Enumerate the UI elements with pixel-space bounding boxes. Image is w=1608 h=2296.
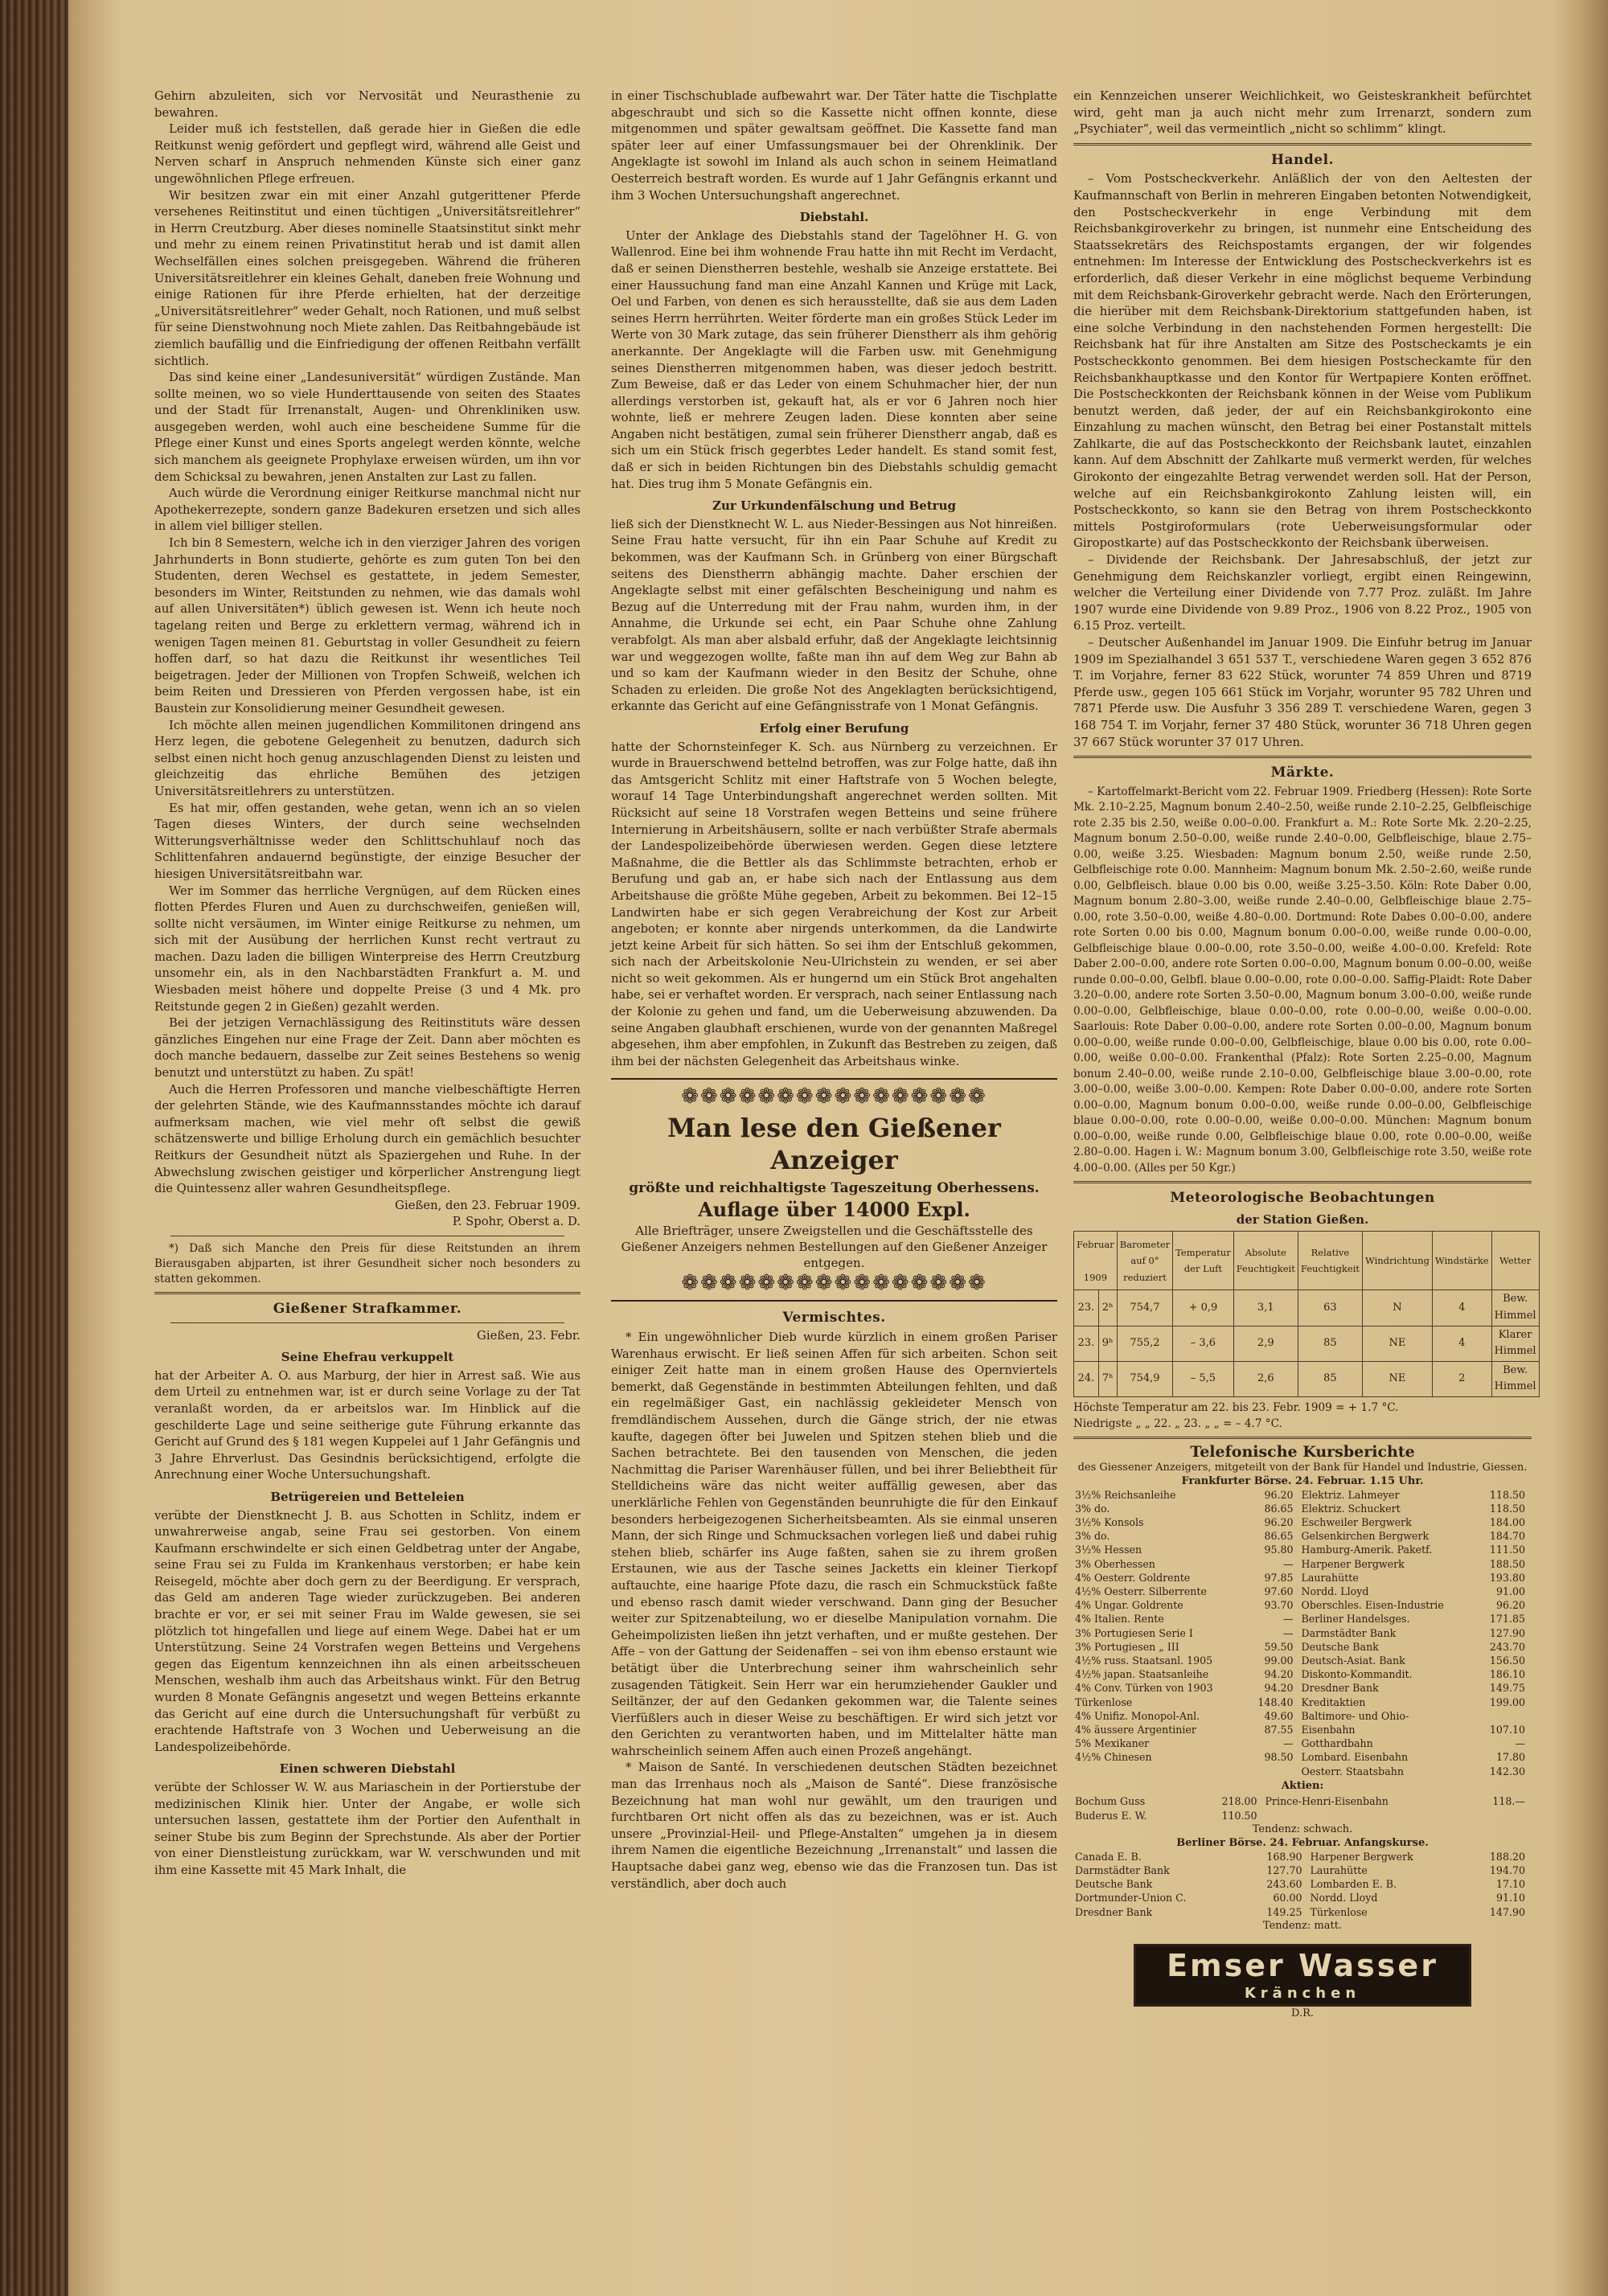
kurs-row	[1073, 1891, 1532, 1904]
kurs-security-name: Buderus E. W.	[1075, 1809, 1147, 1822]
article-text: Auch die Herren Professoren und manche vielbeschäftigte Herren der gelehrten Stände, wie des Kaufmannsstandes möchte ich darauf aufmerksam machen, wie viel mehr oft selbst die gewiß schätzenswerte und billige Erholung durch ein gemächlich besuchter Reitkurs der Gesundheit nützt als Spaziergehen und Ruhe. In der Abwechslung zwischen geistiger und körperlicher Anstrengung liegt die Quintessenz aller wahren Gesundheitspflege.	[154, 1082, 580, 1196]
kurs-row	[1073, 1709, 1532, 1723]
kurs-row	[1073, 1809, 1532, 1822]
kurs-row	[1073, 1502, 1532, 1515]
kurs-value: 97.85	[1264, 1571, 1294, 1584]
weather-row	[1074, 1326, 1540, 1361]
weather-cell: 3,1	[1233, 1290, 1298, 1326]
subheading: Einen schweren Diebstahl	[279, 1761, 456, 1777]
kurs-security-name: Elektriz. Lahmeyer	[1301, 1488, 1400, 1501]
kurs-security-name: Baltimore- und Ohio-	[1301, 1709, 1409, 1722]
kurs-security-name: Gelsenkirchen Bergwerk	[1301, 1530, 1430, 1543]
kurs-value: 118.50	[1489, 1488, 1525, 1501]
kurs-row	[1073, 1557, 1532, 1571]
kurs-row	[1073, 1765, 1532, 1778]
kurs-security-name: Türkenlose	[1075, 1695, 1133, 1708]
weather-cell: 85	[1298, 1361, 1362, 1396]
kurs-security-name: Lombard. Eisenbahn	[1301, 1751, 1409, 1764]
article-text: hat der Arbeiter A. O. aus Marburg, der hier in Arrest saß. Wie aus dem Urteil zu entnehmen war, ist er durch seine Vorlage zu der Tat veranlaßt worden, da er arbeitslos war. Im Hinblick auf die geschilderte Lage und seine seitherige gute Führung erkannte das Gericht auf Grund des § 181 wegen Kuppelei auf 1 Jahr Gefängnis und 3 Jahre Ehrverlust. Das Gesindnis berücksichtigend, erfolgte die Anrechnung einer Woche Untersuchungshaft.	[154, 1368, 580, 1482]
article-text: hatte der Schornsteinfeger K. Sch. aus Nürnberg zu verzeichnen. Er wurde in Brauerschwend bettelnd betroffen, was zur Folge hatte, daß ihn das Amtsgericht Schlitz mit einer Haftstrafe von 5 Wochen belegte, worauf 14 Tage Unterbindungshaft angerechnet werden sollten. Mit Rücksicht auf seine 18 Vorstrafen wegen Betteins und seine frühere Internierung in Arbeitshäusern, sollte er nach verbüßter Strafe abermals der Landespolizeibehörde überwiesen werden. Gegen diese letztere Maßnahme, die die Bettler als das Schlimmste betrachten, erhob er Berufung und gab an, er habe sich nach der Entlassung aus dem Arbeitshause die größte Mühe gegeben, Arbeit zu bekommen. Bei 12–15 Landwirten habe er sich gegen Verabreichung der Kost zur Arbeit angeboten; er konnte aber nirgends unterkommen, da die Landwirte jetzt keine Arbeit für sich hätten. So sei ihm der Entschluß gekommen, sich nach der Arbeitskolonie Neu-Ulrichstein zu wenden, er sei aber nicht so weit gekommen. Als er hungernd um ein Stück Brot angehalten habe, sei er verhaftet worden. Er versprach, nach seiner Entlassung nach der Kolonie zu gehen und fand, um die Ueberweisung abzuwenden. Da seine Angaben glaubhaft erschienen, wurde von der genannten Maßregel abgesehen, ihm aber empfohlen, in Zukunft das Bestreben zu zeigen, daß ihm bei der nächsten Gelegenheit das Arbeitshaus winke.	[611, 740, 1057, 1068]
article-text: in einer Tischschublade aufbewahrt war. Der Täter hatte die Tischplatte abgeschraubt und sich so die Kassette nicht offnen konnte, diese mitgenommen und später gewaltsam geöffnet. Die Kassette fand man später leer auf einer Umfassungsmauer bei der Ohrenklinik. Der Angeklagte ist sowohl im Inland als auch schon in seinem Heimatland Oesterreich bestraft worden. Es wurde auf 1 Jahr Gefängnis erkannt und ihm 3 Wochen Untersuchungshaft angerechnet.	[611, 89, 1057, 203]
article-text: Auch würde die Verordnung einiger Reitkurse manchmal nicht nur Apothekerrezepte, sondern ganze Badekuren ersetzen und sich alles in allem viel billiger stellen.	[154, 486, 580, 534]
kurs-value: 86.65	[1264, 1530, 1294, 1543]
weather-cell: 4	[1432, 1326, 1491, 1361]
ad-subline: größte und reichhaltigste Tageszeitung Oberhessens.	[629, 1180, 1040, 1197]
weather-cell: NE	[1362, 1326, 1432, 1361]
weather-cell: 755,2	[1117, 1326, 1172, 1361]
weather-title: Meteorologische Beobachtungen	[1170, 1190, 1435, 1207]
weather-max-temp: Höchste Temperatur am 22. bis 23. Febr. 1909 = + 1.7 °C.	[1073, 1401, 1399, 1414]
column-2	[611, 88, 1057, 2259]
kurs-value: 168.90	[1266, 1850, 1302, 1863]
kurs-security-name: 4% Conv. Türken von 1903	[1075, 1682, 1213, 1695]
weather-cell: – 5,5	[1173, 1361, 1234, 1396]
subheading: Betrügereien und Betteleien	[270, 1489, 465, 1504]
kurs-value: 199.00	[1489, 1695, 1525, 1708]
article-text: verübte der Dienstknecht J. B. aus Schotten in Schlitz, indem er unwahrerweise angab, seine Frau sei gestorben. Von einem Kaufmann erschwindelte er sich einen Geldbetrag unter der Angabe, seine Frau sei zu Fulda im Krankenhaus verstorben; er habe kein Reisegeld, möchte aber doch gern zu der Beerdigung. Er versprach, das Geld am anderen Tage wieder zurückzugeben. Bei anderen brachte er vor, er sei mit seiner Frau im Walde gewesen, sie sei plötzlich tot hingefallen und liege auf einem Wege. Dabei hat er um Unterstützung. Seine 24 Vorstrafen wegen Betteins und Vergehens gegen das Eigentum kennzeichnen ihn als einen arbeitsscheuen Menschen, weshalb ihm auch das Arbeitshaus winkt. Für den Betrug wurden 8 Monate Gefängnis angesetzt und wegen Betteins erkannte das Gericht auf eine durch die Untersuchungshaft für verbüßt zu erachtende Haftstrafe von 3 Wochen und Ueberweisung an die Landespolizeibehörde.	[154, 1508, 580, 1754]
kurs-security-name: Oesterr. Staatsbahn	[1301, 1765, 1404, 1777]
kurs-value: 118.50	[1489, 1502, 1525, 1515]
market-report: – Kartoffelmarkt-Bericht vom 22. Februar 1909. Friedberg (Hessen): Rote Sorte Mk. 2.10–2.25, Magnum bonum 2.40–2.50, weiße runde 2.10–2.25, Gelbfleischige rote 2.35 bis 2.50, weiße 0.00–0.00. Frankfurt a. M.: Rote Sorte Mk. 2.20–2.25, Magnum bonum 2.50–0.00, weiße runde 2.40–0.00, Gelbfleischige, blaue 2.75–0.00, weiße 3.25. Wiesbaden: Magnum bonum 2.50, weiße runde 2.50, Gelbfleischige rote 0.00. Mannheim: Magnum bonum Mk. 2.50–2.60, weiße runde 0.00, Gelbfleisch. blaue 0.00 bis 0.00, weiße 3.25–3.50. Köln: Rote Daber 0.00, Magnum bonum 2.80–3.00, weiße runde 2.40–0.00, Gelbfleischige blaue 2.75–0.00, rote 3.50–0.00, weiße 4.80–0.00. Dortmund: Rote Dabes 0.00–0.00, andere rote Sorten 0.00 bis 0.00, Magnum bonum 0.00–0.00, weiße runde 0.00–0.00, Gelbfleischige blaue 0.00–0.00, rote 3.50–0.00, weiße 4.00–0.00. Krefeld: Rote Daber 2.00–0.00, andere rote Sorten 0.00–0.00, Magnum bonum 0.00–0.00, weiße runde 0.00–0.00, Gelbfl. blaue 0.00–0.00, rote 0.00–0.00. Saffig-Plaidt: Rote Daber 3.20–0.00, andere rote Sorten 3.50–0.00, Magnum bonum 3.00–0.00, weiße runde 0.00–0.00, Gelbfleischige, blaue 0.00–0.00, rote 0.00–0.00, weiße 0.00–0.00. Saarlouis: Rote Daber 0.00–0.00, andere rote Sorten 0.00–0.00, Magnum bonum 0.00–0.00, weiße runde 0.00–0.00, Gelbfleischige, blaue 0.00 bis 0.00, rote 0.00–0.00, weiße 0.00–0.00. Frankenthal (Pfalz): Rote Sorten 2.25–0.00, Magnum bonum 2.40–0.00, weiße runde 2.10–0.00, Gelbfleischige blaue 3.00–0.00, rote 3.00–0.00, weiße 3.00–0.00. Kempen: Rote Daber 0.00–0.00, andere rote Sorten 0.00–0.00, Magnum bonum 0.00–0.00, weiße runde 0.00–0.00, Gelbfleischige blaue 0.00–0.00, rote 0.00–0.00, weiße 0.00–0.00. München: Magnum bonum 0.00–0.00, weiße runde 0.00, Gelbfleischige blaue 0.00, rote 0.00–0.00, weiße 2.80–0.00. Hagen i. W.: Magnum bonum 3.00, Gelbfleischige rote 3.50, weiße rote 4.00–0.00. (Alles per 50 Kgr.)	[1073, 785, 1532, 1175]
kurs-row	[1073, 1723, 1532, 1736]
kurs-security-name: Harpener Bergwerk	[1301, 1557, 1405, 1570]
subheading: Erfolg einer Berufung	[759, 720, 909, 736]
kurs-security-name: Eisenbahn	[1301, 1724, 1356, 1736]
kurs-value: 193.80	[1489, 1571, 1525, 1584]
section-heading: Märkte.	[1270, 765, 1335, 781]
kurs-value: 218.00	[1221, 1795, 1257, 1808]
weather-cell: 23.	[1074, 1326, 1099, 1361]
kurs-row	[1073, 1863, 1532, 1877]
kurs-security-name: 3% Portugiesen „ III	[1075, 1640, 1179, 1653]
section-heading: Vermischtes.	[782, 1310, 886, 1326]
weather-row	[1074, 1361, 1540, 1396]
kurs-value: 98.50	[1264, 1751, 1294, 1764]
kurs-subtitle: des Giessener Anzeigers, mitgeteilt von der Bank für Handel und Industrie, Giessen.	[1077, 1461, 1528, 1474]
kurs-value: 147.90	[1489, 1905, 1525, 1918]
subheading: Zur Urkundenfälschung und Betrug	[712, 498, 956, 514]
weather-cell: 754,7	[1117, 1290, 1172, 1326]
kurs-frankfurt-heading: Frankfurter Börse. 24. Februar. 1.15 Uhr.	[1181, 1474, 1424, 1487]
kurs-row	[1073, 1612, 1532, 1626]
kurs-value: —	[1282, 1626, 1294, 1639]
kurs-aktien-label: Aktien:	[1281, 1779, 1324, 1792]
kurs-value: 149.25	[1266, 1905, 1302, 1918]
weather-cell: N	[1362, 1290, 1432, 1326]
kurs-value: —	[1515, 1737, 1525, 1750]
weather-year: 1909	[1083, 1271, 1108, 1283]
weather-col-header: Relative Feuchtigkeit	[1298, 1232, 1362, 1290]
kurs-value: 107.10	[1489, 1724, 1525, 1736]
weather-cell: + 0,9	[1173, 1290, 1234, 1326]
kurs-security-name: 4% Italien. Rente	[1075, 1613, 1164, 1626]
kurs-security-name: Dortmunder-Union C.	[1075, 1892, 1187, 1904]
kurs-security-name: 4½% russ. Staatsanl. 1905	[1075, 1654, 1213, 1667]
kurs-security-name: Diskonto-Kommandit.	[1301, 1668, 1413, 1681]
kurs-value: 149.75	[1489, 1682, 1525, 1695]
kurs-security-name: 4½% japan. Staatsanleihe	[1075, 1668, 1209, 1681]
kurs-security-name: Nordd. Lloyd	[1301, 1585, 1369, 1598]
weather-cell: 754,9	[1117, 1361, 1172, 1396]
kurs-value: —	[1282, 1737, 1294, 1750]
kurs-value: 99.00	[1264, 1654, 1294, 1667]
kurs-value: 95.80	[1264, 1544, 1294, 1556]
kurs-value: 184.00	[1489, 1516, 1525, 1528]
divider	[1073, 1437, 1532, 1439]
advertisement-giessener-anzeiger	[611, 1078, 1057, 1302]
article-text: * Maison de Santé. In verschiedenen deutschen Städten bezeichnet man das Irrenhaus noch als „Maison de Santé“. Diese französische Bezeichnung hat man wohl nur gewählt, um den traurigen und furchtbaren Ort nicht offen als das zu bezeichnen, was er ist. Auch unsere „Provinzial-Heil- und Pflege-Anstalten“ umgehen ja in diesem ihrem Namen die eigentliche Bezeichnung „Irrenanstalt“ und lassen die Hauptsache dabei ganz weg, ebenso wie das die Franzosen tun. Das ist verständlich, aber doch auch	[611, 1761, 1057, 1891]
kurs-security-name: Laurahütte	[1310, 1864, 1368, 1877]
divider	[1073, 143, 1532, 146]
weather-cell: NE	[1362, 1361, 1432, 1396]
kurs-value: 171.85	[1489, 1613, 1525, 1626]
kurs-value: 93.70	[1264, 1599, 1294, 1612]
kurs-value: —	[1282, 1613, 1294, 1626]
kurs-value: 96.20	[1264, 1488, 1294, 1501]
kurs-row	[1073, 1626, 1532, 1640]
kurs-value: 127.90	[1489, 1626, 1525, 1639]
column-1	[154, 88, 580, 2259]
article-text: ein Kennzeichen unserer Weichlichkeit, wo Geisteskrankheit befürchtet wird, geht man ja auch nicht mehr zum Irrenarzt, sondern zum „Psychiater“, weil das vermeintlich „nicht so schlimm“ klingt.	[1073, 89, 1532, 137]
kurs-row	[1073, 1667, 1532, 1681]
kurs-security-name	[1264, 1809, 1466, 1822]
weather-cell: – 3,6	[1173, 1326, 1234, 1361]
kurs-row	[1073, 1529, 1532, 1543]
kurs-security-name: 3½% Konsols	[1075, 1516, 1144, 1528]
kurs-security-name: Nordd. Lloyd	[1310, 1892, 1378, 1904]
emser-mark: D.R.	[1290, 2007, 1314, 2019]
weather-cell: Klarer Himmel	[1491, 1326, 1539, 1361]
kurs-security-name: 3% do.	[1075, 1530, 1110, 1543]
kurs-security-name: Dresdner Bank	[1075, 1905, 1153, 1918]
weather-row	[1074, 1290, 1540, 1326]
article-text: Gehirn abzuleiten, sich vor Nervosität und Neurasthenie zu bewahren.	[154, 89, 580, 120]
kurs-security-name: 5% Mexikaner	[1075, 1737, 1150, 1750]
kurs-value: 87.55	[1264, 1724, 1294, 1736]
footnote: *) Daß sich Manche den Preis für diese Reitstunden an ihrem Bierausgaben abjparten, ist ihrer Gesundheit sicher noch besonders zu statten gekommen.	[154, 1241, 580, 1285]
kurs-row	[1073, 1640, 1532, 1654]
kurs-value: 17.10	[1495, 1878, 1525, 1891]
kurs-value: 142.30	[1489, 1765, 1525, 1777]
divider	[1073, 1181, 1532, 1183]
kurs-row	[1073, 1736, 1532, 1750]
weather-cell: 4	[1432, 1290, 1491, 1326]
kurs-value: 148.40	[1257, 1695, 1294, 1708]
kurs-security-name: 3% do.	[1075, 1502, 1110, 1515]
divider	[170, 1322, 564, 1323]
kurs-security-name: 3½% Reichsanleihe	[1075, 1488, 1176, 1501]
article-text: Es hat mir, offen gestanden, wehe getan, wenn ich an so vielen Tagen dieses Winters, der durch seine wechselnden Witterungsverhältnisse weder den Schlittschuhlauf noch das Schlittenfahren andauernd begünstigte, der einzige Besucher der hiesigen Universitätsreitbahn war.	[154, 801, 580, 881]
article-text: – Vom Postscheckverkehr. Anläßlich der von den Aeltesten der Kaufmannschaft von Berlin in mehreren Eingaben betonten Notwendigkeit, den Postscheckverkehr in enge Verbindung mit dem Reichsbankgiroverkehr zu bringen, ist nunmehr eine Entscheidung des Staatssekretärs des Reichspostamts ergangen, der wir folgendes entnehmen: Im Interesse der Entwicklung des Postscheckverkehrs ist es erforderlich, daß dieser Verkehr in eine möglichst bequeme Verbindung mit dem Reichsbank-Giroverkehr gebracht werde. Nach den Erörterungen, die hierüber mit dem Reichsbank-Direktorium stattgefunden haben, ist eine solche Verbindung in den nachstehenden Formen hergestellt: Die Reichsbank hat für ihre Anstalten am Sitze des Postscheckamts je ein Postscheckkonto genommen. Bei dem hiesigen Postscheckamte für den Reichsbankhauptkasse und den Kontor für Wertpapiere Konten eröffnet. Die Postscheckkonten der Reichsbank können in der Weise vom Publikum benutzt werden, daß jeder, der auf ein Reichsbankgirokonto eine Einzahlung zu machen wünscht, den Betrag bei einer Postanstalt mittels Zahlkarte, die auf das Postscheckkonto der Reichsbank lautet, einzahlen kann. Auf dem Abschnitt der Zahlkarte muß vermerkt werden, für welches Girokonto der eingezahlte Betrag verwendet werden soll. Hat der Person, welche auf ein Reichsbankgirokonto Zahlung leisten will, ein Postscheckkonto, so kann sie den Betrag von ihrem Postscheckkonto mittels Postgiroformulars (rote Ueberweisungsformular oder Giropostkarte) auf das Postscheckkonto der Reichsbank überweisen.	[1073, 172, 1532, 551]
book-spine	[0, 0, 68, 2296]
kurs-security-name	[1073, 1765, 1246, 1778]
kurs-security-name: Gotthardbahn	[1301, 1737, 1373, 1750]
kurs-security-name: 4% Oesterr. Goldrente	[1075, 1571, 1191, 1584]
kurs-value: 17.80	[1495, 1751, 1525, 1764]
kurs-value: 188.20	[1489, 1850, 1525, 1863]
kurs-row	[1073, 1488, 1532, 1502]
kurs-security-name: Deutsche Bank	[1075, 1878, 1153, 1891]
article-text: – Dividende der Reichsbank. Der Jahresabschluß, der jetzt zur Genehmigung dem Reichskanzler vorliegt, ergibt einen Reingewinn, welcher die Verteilung einer Dividende von 7.77 Proz. zuläßt. Im Jahre 1907 wurde eine Dividende von 9.89 Proz., 1906 von 8.22 Proz., 1905 von 6.15 Proz. verteilt.	[1073, 553, 1532, 633]
kurs-security-name: 4% äussere Argentinier	[1075, 1724, 1196, 1736]
article-text: Wir besitzen zwar ein mit einer Anzahl gutgerittener Pferde versehenes Reitinstitut und einen tüchtigen „Universitätsreitlehrer“ in Herrn Creutzburg. Aber dieses nominelle Staatsinstitut sinkt mehr und mehr zu einem reinen Privatinstitut herab und ist damit allen Wechselfällen eines solchen preisgegeben. Während die früheren Universitätsreitlehrer ein kleines Gehalt, daneben freie Wohnung und einige Rationen für ihre Pferde erhielten, hat der derzeitige „Universitätsreitlehrer“ weder Gehalt, noch Rationen, und muß selbst für seine Dienstwohnung noch Miete zahlen. Das Reitbahngebäude ist ziemlich baufällig und die Einfriedigung der offenen Reitbahn verfällt sichtlich.	[154, 188, 580, 368]
kurs-aktien-table	[1073, 1794, 1532, 1822]
weather-cell: 7ʰ	[1098, 1361, 1117, 1396]
weather-col-header: Temperatur der Luft	[1173, 1232, 1234, 1290]
kurs-value: —	[1282, 1557, 1294, 1570]
kurs-value	[1246, 1765, 1299, 1778]
kurs-security-name: Hamburg-Amerik. Paketf.	[1301, 1544, 1433, 1556]
weather-cell: 24.	[1074, 1361, 1099, 1396]
kurs-tendenz: Tendenz: schwach.	[1252, 1822, 1353, 1835]
article-text: Bei der jetzigen Vernachlässigung des Reitinstituts wäre dessen gänzliches Eingehen nur eine Frage der Zeit. Dann aber möchten es doch manche bedauern, dasselbe zur Zeit seines Bestehens so wenig benutzt und unterstützt zu haben. Zu spät!	[154, 1016, 580, 1080]
kurs-row	[1073, 1515, 1532, 1529]
weather-cell: 23.	[1074, 1290, 1099, 1326]
kurs-tendenz: Tendenz: matt.	[1262, 1919, 1343, 1932]
kurs-security-name: Prince-Henri-Eisenbahn	[1265, 1795, 1389, 1808]
kurs-value: 243.70	[1489, 1640, 1525, 1653]
article-text: verübte der Schlosser W. W. aus Mariaschein in der Portierstube der medizinischen Klinik hier. Unter der Angabe, er wolle sich untersuchen lassen, gestattete ihm der Portier den Aufenthalt in seiner Stube bis zum Beginn der Sprechstunde. Als aber der Portier von einer Dienstleistung zurückkam, war W. verschwunden und mit ihm eine Kassette mit 45 Mark Inhalt, die	[154, 1781, 580, 1877]
column-3	[1073, 88, 1536, 2259]
kurs-value: 184.70	[1489, 1530, 1525, 1543]
kurs-security-name: Harpener Bergwerk	[1310, 1850, 1413, 1863]
kurs-security-name: Dresdner Bank	[1301, 1682, 1379, 1695]
kurs-value: 127.70	[1266, 1864, 1302, 1877]
kurs-row	[1073, 1598, 1532, 1612]
weather-table	[1073, 1231, 1540, 1397]
kurs-row	[1073, 1585, 1532, 1598]
section-heading: Handel.	[1270, 151, 1335, 168]
weather-cell: Bew. Himmel	[1491, 1361, 1539, 1396]
article-text: Wer im Sommer das herrliche Vergnügen, auf dem Rücken eines flotten Pferdes Fluren und Auen zu durchschweifen, genießen will, sollte nicht versäumen, im Winter einige Reitkurse zu nehmen, um sich mit der Ausübung der herrlichen Kunst recht vertraut zu machen. Dazu laden die billigen Winterpreise des Herrn Creutzburg unsomehr ein, als in den Nachbarstädten Frankfurt a. M. und Wiesbaden meist höhere und doppelte Preise (3 und 4 Mk. pro Reitstunde gegen 2 in Gießen) gezahlt werden.	[154, 884, 580, 1014]
kurs-security-name: Eschweiler Bergwerk	[1301, 1516, 1412, 1528]
kurs-security-name: Canada E. B.	[1075, 1850, 1142, 1863]
weather-col-header: Wetter	[1491, 1232, 1539, 1290]
kurs-security-name: Deutsche Bank	[1301, 1640, 1379, 1653]
kurs-value: 59.50	[1264, 1640, 1294, 1653]
ad-headline: Man lese den Gießener Anzeiger	[667, 1113, 1001, 1176]
article-text: Ich bin 8 Semestern, welche ich in den vierziger Jahren des vorigen Jahrhunderts in Bonn studierte, gehörte es zum guten Ton bei den Studenten, deren Wechsel es gestattete, in jedem Semester, besonders im Winter, Reitstunden zu nehmen, wie das damals wohl auf allen Universitäten*) üblich gewesen ist. Wenn ich heute noch tagelang reiten und Berge zu erklettern vermag, während ich in wenigen Tagen meinen 81. Geburtstag in voller Gesundheit zu feiern hoffen darf, so hat dazu die Reitkunst ihr wesentliches Teil beigetragen. Jeder der Millionen von Tropfen Schweiß, welchen ich beim Reiten und Dressieren von Pferden vergossen habe, ist ein Baustein zur Konsolidierung meiner Gesundheit gewesen.	[154, 536, 580, 715]
kurs-frankfurt-table	[1073, 1488, 1532, 1778]
kurs-value: 60.00	[1273, 1892, 1302, 1904]
article-text: * Ein ungewöhnlicher Dieb wurde kürzlich in einem großen Pariser Warenhaus erwischt. Er ließ seinen Affen für sich arbeiten. Schon seit einiger Zeit hatte man in einem großen Hause des Opernviertels bemerkt, daß Gegenstände in bestimmten Abteilungen fehlten, und daß ein regelmäßiger Gast, ein nachlässig gekleideter Mensch von fremdländischem Aussehen, durch die Gänge strich, der nie etwas kaufte, dagegen öfter bei Juwelen und Spitzen stehen blieb und die Sachen betrachtete. Bei den tausenden von Menschen, die jeden Nachmittag die Pariser Warenhäuser füllen, und bei ihrer Beliebtheit für Stelldicheins wäre das nicht weiter auffällig gewesen, aber das unerklärliche Fehlen von Gegenständen beunruhigte die für den Einkauf besonders herbeigezogenen Sicherheitsbeamten. Als sie einmal unseren Mann, der sich Ringe und Schmucksachen vorlegen ließ und dabei ruhig stehen blieb, schärfer ins Auge faßten, sahen sie zu ihrem großen Erstaunen, wie aus der Tasche seines Jacketts ein kleiner Tierkopf auftauchte, eine haarige Pfote dazu, die rasch ein Schmuckstück faßte und ebenso rasch damit wieder verschwand. Dann ging der Besucher weiter zur Spitzenabteilung, wo er dieselbe Manipulation vornahm. Die Geheimpolizisten ließen ihn jetzt verhaften, und er mußte gestehen. Der Affe – von der Gattung der Seidenaffen – sei von ihm ebenso erstaunt wie betätigt über die Unterbrechung seiner ihm wahrscheinlich sehr zusagenden Tätigkeit. Sein Herr war ein herumziehender Gaukler und Seiltänzer, der auf den Gedanken gekommen war, die Talente seines Vierfüßlers auch in dieser Weise zu beschäftigen. Er wird sich jetzt vor den Gerichten zu verantworten haben, und im Mittelalter hätte man wahrscheinlich seinem Affen auch einen Prozeß angehängt.	[611, 1330, 1057, 1758]
kurs-value: 49.60	[1264, 1709, 1294, 1722]
weather-min-temp: Niedrigste „ „ 22. „ 23. „ „ = – 4.7 °C.	[1073, 1417, 1282, 1430]
kurs-value: 118.—	[1492, 1795, 1525, 1808]
kurs-security-name: Berliner Handelsges.	[1301, 1613, 1410, 1626]
kurs-security-name: 4½% Oesterr. Silberrente	[1075, 1585, 1207, 1598]
kurs-security-name: Lombarden E. B.	[1310, 1878, 1397, 1891]
article-text: Das sind keine einer „Landesuniversität“ würdigen Zustände. Man sollte meinen, wo so viele Hunderttausende von seiten des Staates und der Stadt für Irrenanstalt, Augen- und Ohrenkliniken usw. ausgegeben werden, wohl auch eine bescheidene Summe für die Pflege einer Kunst und eines Sports angelegt werden könnte, welche sich manchem als geeignete Prophylaxe erweisen würden, um ihn vor dem Schicksal zu bewahren, jenen Anstalten zur Last zu fallen.	[154, 371, 580, 484]
kurs-value	[1466, 1809, 1532, 1822]
weather-col-header: Barometer auf 0° reduziert	[1117, 1232, 1172, 1290]
article-text: – Deutscher Außenhandel im Januar 1909. Die Einfuhr betrug im Januar 1909 im Spezialhandel 3 651 537 T., verschiedene Waren gegen 3 652 876 T. im Vorjahre, ferner 83 622 Stück, worunter 74 859 Uhren und 8719 Pferde usw., gegen 105 661 Stück im Vorjahr, worunter 95 782 Uhren und 7871 Pferde usw. Die Ausfuhr 3 356 289 T. verschiedene Waren, gegen 3 168 754 T. im Vorjahr, ferner 37 480 Stück, worunter 36 718 Uhren gegen 37 667 Stück worunter 37 017 Uhren.	[1073, 636, 1532, 749]
subheading: Seine Ehefrau verkuppelt	[281, 1350, 454, 1365]
weather-month: Februar	[1077, 1238, 1114, 1250]
emser-line-1: Emser Wasser	[1167, 1947, 1438, 1983]
emser-line-2: Kränchen	[1244, 1984, 1361, 2002]
kurs-security-name: Bochum Guss	[1075, 1795, 1146, 1808]
weather-col-header: Windrichtung	[1362, 1232, 1432, 1290]
kurs-berlin-heading: Berliner Börse. 24. Februar. Anfangskurse.	[1176, 1836, 1429, 1849]
kurs-value: 91.10	[1495, 1892, 1525, 1904]
article-text: ließ sich der Dienstknecht W. L. aus Nieder-Bessingen aus Not hinreißen. Seine Frau hatte versucht, für ihn ein Paar Schuhe auf Kredit zu bekommen, was der Kaufmann Sch. in Grünberg von einer Bürgschaft seitens des Dienstherrn abhängig machte. Daher erschien der Angeklagte selbst mit einer gefälschten Bescheinigung und nahm es Bezug auf die Unterredung mit der Frau nahm, wurden ihm, in der Annahme, die Urkunde sei echt, ein Paar Schuhe ohne Zahlung verabfolgt. Als man aber alsbald erfuhr, daß der Angeklagte leichtsinnig war und weggezogen wollte, faßte man ihn auf dem Weg zur Bahn ab und so kam der Kaufmann wieder in den Besitz der Schuhe, ohne Schaden zu erleiden. Die große Not des Angeklagten berücksichtigend, erkannte das Gericht auf eine Gefängnisstrafe von 1 Monat Gefängnis.	[611, 517, 1057, 714]
kurs-value: 156.50	[1489, 1654, 1525, 1667]
kurs-row	[1073, 1877, 1532, 1891]
kurs-row	[1073, 1543, 1532, 1556]
kurs-value: 94.20	[1264, 1682, 1294, 1695]
weather-cell: 63	[1298, 1290, 1362, 1326]
kurs-row	[1073, 1850, 1532, 1863]
kurs-value: 188.50	[1489, 1557, 1525, 1570]
weather-month-cell	[1074, 1232, 1118, 1290]
kurs-security-name: Deutsch-Asiat. Bank	[1301, 1654, 1405, 1667]
kurs-security-name: 4½% Chinesen	[1075, 1751, 1152, 1764]
kurs-row	[1073, 1905, 1532, 1919]
kurs-value: 86.65	[1264, 1502, 1294, 1515]
weather-cell: 85	[1298, 1326, 1362, 1361]
section-dateline: Gießen, 23. Febr.	[477, 1328, 580, 1343]
kurs-value: 186.10	[1489, 1668, 1525, 1681]
kurs-berlin-table	[1073, 1850, 1532, 1919]
kurs-security-name: Türkenlose	[1310, 1905, 1368, 1918]
kurs-row	[1073, 1794, 1532, 1808]
kurs-row	[1073, 1750, 1532, 1764]
ornament-row: ❁❁❁❁❁❁❁❁❁❁❁❁❁❁❁❁	[681, 1271, 987, 1296]
kurs-security-name: 4% Ungar. Goldrente	[1075, 1599, 1183, 1612]
weather-col-header: Windstärke	[1432, 1232, 1491, 1290]
kurs-security-name: Darmstädter Bank	[1075, 1864, 1170, 1877]
kurs-value: 96.20	[1264, 1516, 1294, 1528]
kurs-row	[1073, 1654, 1532, 1667]
article-signature: P. Spohr, Oberst a. D.	[452, 1215, 580, 1229]
weather-cell: 2,9	[1233, 1326, 1298, 1361]
ad-note: Alle Briefträger, unsere Zweigstellen und die Geschäftsstelle des Gießener Anzeigers nehmen Bestellungen auf den Gießener Anzeiger entgegen.	[621, 1224, 1048, 1271]
weather-subtitle: der Station Gießen.	[1236, 1212, 1369, 1227]
kurs-security-name: 3% Portugiesen Serie I	[1075, 1626, 1193, 1639]
kurs-value: 97.60	[1264, 1585, 1294, 1598]
weather-cell: 9ʰ	[1098, 1326, 1117, 1361]
kurs-security-name: Laurahütte	[1301, 1571, 1359, 1584]
article-text: Leider muß ich feststellen, daß gerade hier in Gießen die edle Reitkunst wenig gefördert und gepflegt wird, während alle Geist und Nerven scharf in Anspruch nehmenden Künste sich einer ganz ungewöhnlichen Pflege erfreuen.	[154, 122, 580, 186]
weather-cell: 2	[1432, 1361, 1491, 1396]
kurs-value: 111.50	[1489, 1544, 1525, 1556]
ad-circulation: Auflage über 14000 Expl.	[698, 1198, 970, 1222]
divider	[154, 1292, 580, 1294]
article-dateline: Gießen, den 23. Februar 1909.	[395, 1198, 580, 1212]
subheading: Diebstahl.	[799, 210, 869, 225]
ornament-row: ❁❁❁❁❁❁❁❁❁❁❁❁❁❁❁❁	[681, 1084, 987, 1109]
kurs-row	[1073, 1695, 1532, 1709]
section-heading: Gießener Strafkammer.	[273, 1300, 462, 1317]
weather-header-row	[1074, 1232, 1540, 1290]
kurs-security-name: Darmstädter Bank	[1301, 1626, 1397, 1639]
kurs-security-name: 3½% Hessen	[1075, 1544, 1142, 1556]
kurs-security-name: 4% Unifiz. Monopol-Anl.	[1075, 1709, 1200, 1722]
kurs-value: 96.20	[1495, 1599, 1525, 1612]
kurs-value: 243.60	[1266, 1878, 1302, 1891]
weather-col-header: Absolute Feuchtigkeit	[1233, 1232, 1298, 1290]
kurs-row	[1073, 1681, 1532, 1695]
article-text: Ich möchte allen meinen jugendlichen Kommilitonen dringend ans Herz legen, die gebotene Gelegenheit zu benutzen, dadurch sich selbst einen nicht hoch genug anzuschlagenden Dienst zu leisten und gleichzeitig das ehrliche Bemühen des jetzigen Universitätsreitlehrers zu unterstützen.	[154, 718, 580, 798]
kurs-security-name: Elektriz. Schuckert	[1301, 1502, 1401, 1515]
emser-wasser-advertisement	[1134, 1944, 1471, 2007]
kurs-security-name: Kreditaktien	[1301, 1695, 1366, 1708]
kurs-value	[1479, 1709, 1532, 1723]
kurs-security-name: 3% Oberhessen	[1075, 1557, 1155, 1570]
kurs-title: Telefonische Kursberichte	[1190, 1443, 1415, 1461]
kurs-security-name: Oberschles. Eisen-Industrie	[1301, 1599, 1444, 1612]
kurs-row	[1073, 1571, 1532, 1585]
divider	[1073, 756, 1532, 758]
weather-cell: 2,6	[1233, 1361, 1298, 1396]
kurs-value: 194.70	[1489, 1864, 1525, 1877]
article-text: Unter der Anklage des Diebstahls stand der Tagelöhner H. G. von Wallenrod. Eine bei ihm wohnende Frau hatte ihn mit Recht im Verdacht, daß er seinen Dienstherren bestehle, weshalb sie Anzeige erstattete. Bei einer Haussuchung fand man eine Anzahl Kannen und Krüge mit Lack, Oel und Farben, von denen es sich herausstellte, daß sie aus dem Laden seines Herrn herrührten. Weiter förderte man ein großes Stück Leder im Werte von 30 Mark zutage, das sein früherer Dienstherr als ihm gehörig anerkannte. Der Angeklagte will die Farben usw. mit Genehmigung seines Dienstherren mitgenommen haben, was dieser jedoch bestritt. Zum Beweise, daß er das Leder von einem Schuhmacher hier, der nun allerdings verstorben ist, gekauft hat, als er vor 6 Jahren noch hier wohnte, ließ er mehrere Zeugen laden. Diese konnten aber seine Angaben nicht bestätigen, zumal sein früherer Dienstherr angab, daß es sich um ein Stück frisch gegerbtes Leder handelt. Es stand somit fest, daß er sich in beiden Richtungen bin des Diebstahls schuldig gemacht hat. Dies trug ihm 5 Monate Gefängnis ein.	[611, 228, 1057, 491]
kurs-value: 91.00	[1495, 1585, 1525, 1598]
weather-cell: 2ʰ	[1098, 1290, 1117, 1326]
kurs-value: 94.20	[1264, 1668, 1294, 1681]
kurs-value: 110.50	[1221, 1809, 1257, 1822]
weather-cell: Bew. Himmel	[1491, 1290, 1539, 1326]
